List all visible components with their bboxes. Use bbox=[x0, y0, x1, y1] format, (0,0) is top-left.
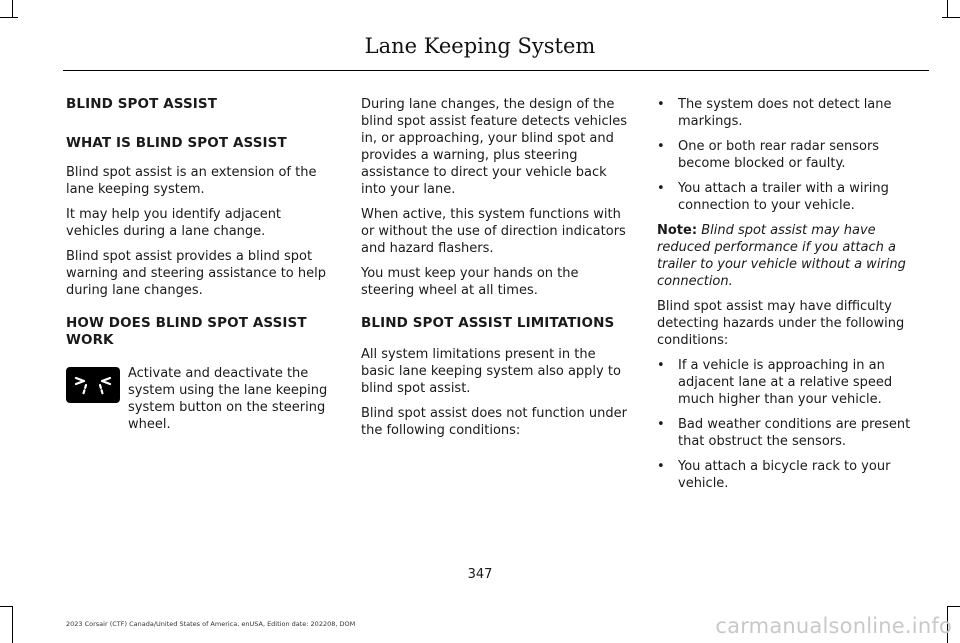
crop-mark bbox=[12, 0, 13, 18]
bullet-dot: • bbox=[657, 459, 665, 474]
page-number: 347 bbox=[467, 567, 493, 582]
paragraph: You must keep your hands on the steering wheel at all times. bbox=[361, 266, 579, 298]
crop-mark bbox=[942, 17, 960, 18]
bullet-dot: • bbox=[657, 358, 665, 373]
column-3 bbox=[657, 96, 932, 500]
note-text: Blind spot assist may have reduced performance if you attach a trailer to your vehicle without a wiring connection. bbox=[657, 223, 906, 289]
section-heading: HOW DOES BLIND SPOT ASSIST WORK bbox=[66, 315, 307, 348]
bullet-dot: • bbox=[657, 417, 665, 432]
bullet-item bbox=[657, 180, 932, 214]
paragraph: Blind spot assist provides a blind spot warning and steering assistance to help during lane changes. bbox=[66, 249, 326, 298]
bullet-text: The system does not detect lane markings. bbox=[678, 97, 892, 129]
paragraph: During lane changes, the design of the blind spot assist feature detects vehicles in, or approaching, your blind spot and provides a warning, plus steering assistance to direct your vehicle back into your lane. bbox=[361, 97, 628, 197]
paragraph: Blind spot assist may have difficulty detecting hazards under the following conditions: bbox=[657, 299, 905, 348]
bullet-text: You attach a trailer with a wiring connection to your vehicle. bbox=[678, 181, 889, 213]
bullet-item bbox=[657, 138, 932, 172]
bullet-item bbox=[657, 357, 932, 408]
bullet-text: Bad weather conditions are present that obstruct the sensors. bbox=[678, 417, 911, 449]
note bbox=[657, 222, 932, 290]
bullet-text: If a vehicle is approaching in an adjacent lane at a relative speed much higher than your vehicle. bbox=[678, 358, 893, 407]
column-1 bbox=[66, 96, 338, 433]
section-heading: WHAT IS BLIND SPOT ASSIST bbox=[66, 135, 287, 151]
bullet-item bbox=[657, 416, 932, 450]
paragraph: Blind spot assist is an extension of the lane keeping system. bbox=[66, 165, 317, 197]
page-header-title: Lane Keeping System bbox=[364, 34, 596, 58]
watermark: carmanualsonline.info bbox=[715, 614, 952, 638]
crop-mark bbox=[947, 0, 948, 18]
bullet-text: You attach a bicycle rack to your vehicle. bbox=[678, 459, 891, 491]
note-label: Note: bbox=[657, 223, 698, 238]
icon-row bbox=[66, 365, 338, 433]
lane-keeping-system-icon bbox=[66, 367, 120, 403]
bullet-dot: • bbox=[657, 139, 665, 154]
paragraph: It may help you identify adjacent vehicles during a lane change. bbox=[66, 207, 282, 239]
crop-mark bbox=[0, 606, 13, 607]
section-heading: BLIND SPOT ASSIST bbox=[66, 96, 218, 112]
column-2 bbox=[361, 96, 633, 447]
bullet-text: One or both rear radar sensors become blocked or faulty. bbox=[678, 139, 880, 171]
bullet-item bbox=[657, 96, 932, 130]
crop-mark bbox=[947, 606, 960, 607]
paragraph: When active, this system functions with or without the use of direction indicators and hazard flashers. bbox=[361, 207, 626, 256]
crop-mark bbox=[0, 17, 18, 18]
crop-mark bbox=[12, 606, 13, 643]
header-rule bbox=[63, 70, 929, 71]
bullet-dot: • bbox=[657, 181, 665, 196]
bullet-dot: • bbox=[657, 97, 665, 112]
section-heading: BLIND SPOT ASSIST LIMITATIONS bbox=[361, 315, 615, 331]
footer-edition: 2023 Corsair (CTF) Canada/United States of America, enUSA, Edition date: 202208, DOM bbox=[66, 620, 356, 628]
paragraph: All system limitations present in the basic lane keeping system also apply to blind spot assist. bbox=[361, 347, 621, 396]
icon-description: Activate and deactivate the system using the lane keeping system button on the steering wheel. bbox=[128, 366, 328, 432]
paragraph: Blind spot assist does not function under the following conditions: bbox=[361, 406, 627, 438]
bullet-item bbox=[657, 458, 932, 492]
